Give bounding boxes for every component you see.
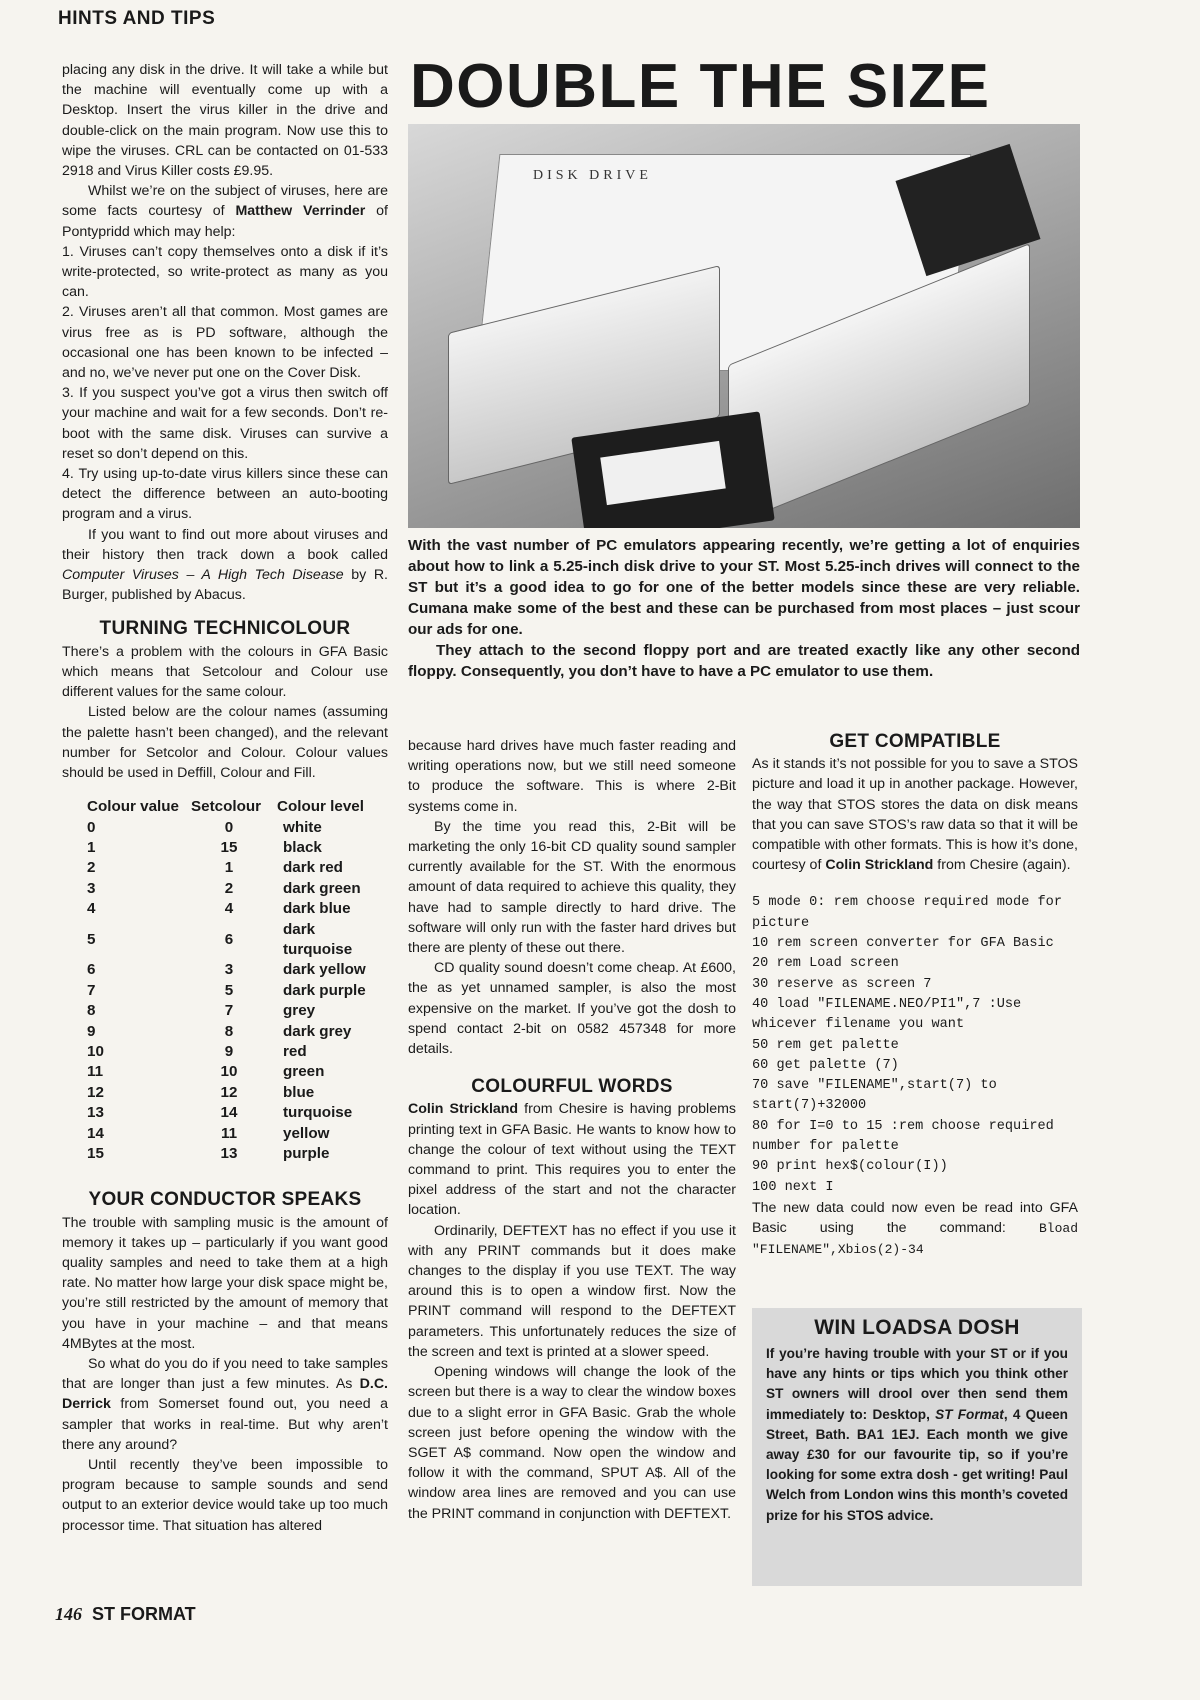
table-row: [87, 818, 388, 838]
feature-intro: [408, 535, 1080, 682]
author-name: D.C. Derrick: [62, 1376, 388, 1413]
code-line: 20 rem Load screen: [752, 956, 899, 972]
table-cell: 8: [87, 1002, 96, 1020]
table-cell: 14: [87, 1124, 104, 1142]
inline-code: Bload "FILENAME",Xbios(2)-34: [752, 1221, 1078, 1258]
win-box-body: If you’re having trouble with your ST or if you have any hints or tips which you think other ST owners will drool over then send them immediately to: Desktop, ST Format, 4 Queen Street, Bath. BA1 1EJ. Each month we give away £30 for our favourite tip, so if you’re looking for some extra dosh - get writing! Paul Welch from London wins this month’s coveted prize for his STOS advice.: [766, 1346, 1068, 1523]
table-cell: white: [283, 818, 322, 836]
list-item: 1. Viruses can’t copy themselves onto a disk if it’s write-protected, so write-protect as many as you can.: [62, 243, 388, 301]
paragraph: Listed below are the colour names (assuming the palette hasn’t been changed), and the relevant number for Setcolor and Colour. Colour values should be used in Deffill, Colour and Fill.: [62, 704, 388, 781]
paragraph: placing any disk in the drive. It will take a while but the machine will eventually come up with a Desktop. Insert the virus killer in the drive and double-click on the main program. Now use this to wipe the viruses. CRL can be contacted on 01-533 2918 and Virus Killer costs £9.95.: [62, 62, 388, 180]
column-header: Setcolour: [191, 798, 262, 816]
column-left: [62, 60, 388, 1536]
list-item: 2. Viruses aren’t all that common. Most games are virus free as is PD software, although the occasional one has been known to be infected – and no, we’ve never put one on the Cover Disk.: [62, 304, 388, 382]
table-cell: 1: [224, 859, 234, 877]
paragraph: There’s a problem with the colours in GFA Basic which means that Setcolour and Colour use different values for the same colour.: [62, 643, 388, 701]
paragraph: If you want to find out more about viruses and their history then track down a book called Computer Viruses – A High Tech Disease by R. Burger, published by Abacus.: [62, 526, 389, 604]
table-row: [87, 1062, 388, 1082]
table-cell: grey: [283, 1002, 316, 1020]
table-cell: 9: [224, 1042, 234, 1060]
page-number: 146: [55, 1604, 82, 1624]
intro-paragraph: They attach to the second floppy port and are treated exactly like any other second floppy. Consequently, you don’t have to have a PC emulator to use them.: [408, 642, 1080, 680]
table-cell: dark purple: [283, 981, 366, 999]
feature-title: DOUBLE THE SIZE: [410, 52, 991, 121]
code-line: 10 rem screen converter for GFA Basic: [752, 936, 1054, 952]
paragraph: The trouble with sampling music is the amount of memory it takes up – particularly if you want good quality samples and need to take them at a high rate. No matter how large your disk space might be, you’re still restricted by the amount of memory that you have in your machine – and that means 4MBytes at the most.: [62, 1214, 388, 1352]
code-line: 40 load "FILENAME.NEO/PI1",7 :Use whicever filename you want: [752, 996, 1022, 1033]
table-cell: 0: [87, 818, 96, 836]
table-cell: blue: [283, 1083, 315, 1101]
table-row: [87, 838, 388, 858]
table-cell: 2: [224, 879, 234, 897]
table-cell: 4: [224, 900, 234, 918]
paragraph: The new data could now even be read into GFA Basic using the command: Bload "FILENAME",Xbios(2)-34: [752, 1199, 1078, 1258]
table-cell: 15: [220, 838, 238, 856]
table-cell: 10: [87, 1042, 104, 1060]
table-cell: 10: [220, 1063, 238, 1081]
table-cell: dark red: [283, 859, 343, 877]
disk-drive-photo: [408, 124, 1080, 528]
code-line: 30 reserve as screen 7: [752, 976, 932, 992]
code-line: 90 print hex$(colour(I)): [752, 1159, 948, 1175]
table-cell: 7: [224, 1002, 234, 1020]
section-tag: HINTS AND TIPS: [58, 8, 216, 29]
table-cell: 3: [87, 879, 96, 897]
table-row: [87, 1103, 388, 1123]
table-row: [87, 1022, 388, 1042]
magazine-title: ST FORMAT: [92, 1604, 196, 1624]
code-line: 5 mode 0: rem choose required mode for picture: [752, 895, 1062, 931]
list-item: 4. Try using up-to-date virus killers since these can detect the difference between an auto-booting program and a virus.: [62, 466, 388, 523]
win-loadsa-dosh-box: [752, 1308, 1082, 1586]
heading-your-conductor-speaks: YOUR CONDUCTOR SPEAKS: [88, 1189, 362, 1211]
table-row: [87, 1144, 388, 1164]
author-name: Colin Strickland: [408, 1101, 519, 1118]
table-cell: yellow: [283, 1124, 330, 1142]
intro-paragraph: With the vast number of PC emulators appearing recently, we’re getting a lot of enquiries about how to link a 5.25-inch disk drive to your ST. Most 5.25-inch drives will connect to the ST but it’s a good idea to go for one of the better models since these are very reliable. Cumana make some of the best and these can be purchased from most places – just scour our ads for one.: [408, 537, 1080, 638]
paragraph: CD quality sound doesn’t come cheap. At £600, the as yet unnamed sampler, is also the most expensive on the market. If you’ve got the dosh to spend contact 2-bit on 0582 457348 for more details.: [408, 960, 736, 1058]
table-header-row: [87, 797, 388, 817]
column-middle: [408, 736, 736, 1524]
box-label: DISK DRIVE: [533, 168, 652, 183]
paragraph: Whilst we’re on the subject of viruses, here are some facts courtesy of Matthew Verrinder of Pontypridd which may help:: [62, 183, 388, 240]
table-cell: 0: [224, 818, 234, 836]
paragraph: By the time you read this, 2-Bit will be marketing the only 16-bit CD quality sound sampler currently available for the ST. With the enormous amount of data required to achieve this quality, they have had to sample directly to hard drive. The software will only run with the faster hard drives but there are plenty of these out there.: [408, 818, 736, 957]
table-cell: black: [283, 838, 322, 856]
table-row: [87, 1083, 388, 1103]
table-cell: 2: [87, 859, 96, 877]
magazine-name: ST Format: [935, 1406, 1004, 1422]
table-cell: dark green: [283, 879, 361, 897]
table-row: [87, 920, 388, 961]
table-cell: dark yellow: [283, 961, 366, 979]
table-cell: 3: [224, 961, 234, 979]
table-cell: 13: [220, 1145, 238, 1163]
paragraph: As it stands it’s not possible for you to save a STOS picture and load it up in another package. However, the way that STOS stores the data on disk means that you can save STOS’s raw data so that it will be compatible with other formats. This is how it’s done, courtesy of Colin Strickland from Chesire (again).: [752, 756, 1078, 874]
table-row: [87, 899, 388, 919]
column-header: Colour value: [87, 798, 179, 816]
table-cell: 14: [220, 1104, 238, 1122]
table-row: [87, 981, 388, 1001]
table-cell: 1: [87, 838, 96, 856]
column-right: [752, 732, 1078, 1260]
table-cell: dark turquoise: [283, 920, 353, 958]
paragraph: Ordinarily, DEFTEXT has no effect if you use it with any PRINT commands but it does make changes to the display if you use TEXT. The way around this is to open a window first. Now the PRINT command will respond to the DEFTEXT parameters. This unfortunately reduces the size of the screen and text is printed at a slower speed.: [408, 1222, 736, 1360]
table-cell: 11: [220, 1124, 238, 1142]
code-line: 80 for I=0 to 15 :rem choose required number for palette: [752, 1118, 1054, 1154]
table-cell: 15: [87, 1145, 104, 1163]
table-cell: 5: [224, 981, 234, 999]
paragraph: Opening windows will change the look of the screen but there is a way to clear the window boxes due to a slight error in GFA Basic. Grab the whole screen just before opening the window with the SGET A$ command. Now open the window and follow it with the command, SPUT A$. All of the window area lines are removed and you can use the PRINT command in conjunction with DEFTEXT.: [408, 1364, 736, 1522]
author-name: Matthew Verrinder: [235, 203, 366, 220]
code-line: 100 next I: [752, 1179, 834, 1195]
table-cell: 12: [87, 1083, 104, 1101]
page-footer: [55, 1604, 196, 1625]
table-row: [87, 1001, 388, 1021]
code-listing: [752, 893, 1078, 1197]
table-cell: dark blue: [283, 900, 351, 918]
author-name: Colin Strickland: [825, 857, 934, 874]
heading-win-loadsa-dosh: WIN LOADSA DOSH: [814, 1316, 1020, 1339]
paragraph: because hard drives have much faster reading and writing operations now, but we still need someone to produce the software. This is where 2-Bit systems come in.: [408, 738, 736, 815]
heading-get-compatible: GET COMPATIBLE: [829, 731, 1001, 752]
list-item: 3. If you suspect you’ve got a virus then switch off your machine and wait for a few seconds. Don’t re-boot with the same disk. Viruses can survive a reset so don’t depend on this.: [62, 385, 388, 462]
paragraph: Until recently they’ve been impossible to program because to sample sounds and send output to an exterior device would take up too much processor time. That situation has altered: [62, 1457, 388, 1534]
table-row: [87, 1124, 388, 1144]
code-line: 50 rem get palette: [752, 1037, 899, 1053]
table-cell: 11: [87, 1063, 104, 1081]
colour-table: [87, 797, 388, 1164]
table-row: [87, 858, 388, 878]
table-cell: 5: [87, 930, 96, 948]
table-cell: 12: [220, 1083, 238, 1101]
table-cell: 4: [87, 900, 96, 918]
table-cell: purple: [283, 1145, 330, 1163]
code-line: 60 get palette (7): [752, 1057, 899, 1073]
table-cell: 6: [224, 930, 234, 948]
table-row: [87, 879, 388, 899]
table-row: [87, 1042, 388, 1062]
paragraph: Colin Strickland from Chesire is having problems printing text in GFA Basic. He wants to know how to change the colour of text without using the TEXT command to print. This requires you to enter the pixel address of the start and not the character location.: [408, 1101, 737, 1219]
table-cell: green: [283, 1063, 325, 1081]
code-line: 70 save "FILENAME",start(7) to start(7)+32000: [752, 1078, 997, 1114]
table-cell: 9: [87, 1022, 96, 1040]
table-cell: 13: [87, 1104, 104, 1122]
column-header: Colour level: [277, 798, 364, 816]
table-cell: turquoise: [283, 1104, 353, 1122]
table-cell: 7: [87, 981, 96, 999]
book-title: Computer Viruses – A High Tech Disease: [62, 567, 344, 584]
heading-turning-technicolour: TURNING TECHNICOLOUR: [99, 618, 351, 640]
table-cell: red: [283, 1042, 307, 1060]
heading-colourful-words: COLOURFUL WORDS: [471, 1076, 673, 1098]
paragraph: So what do you do if you need to take samples that are longer than just a few minutes. As D.C. Derrick from Somerset found out, you need a sampler that works in real-time. But why aren’t there any around?: [62, 1356, 388, 1453]
table-row: [87, 960, 388, 980]
table-cell: 6: [87, 961, 96, 979]
table-cell: dark grey: [283, 1022, 352, 1040]
table-cell: 8: [224, 1022, 234, 1040]
